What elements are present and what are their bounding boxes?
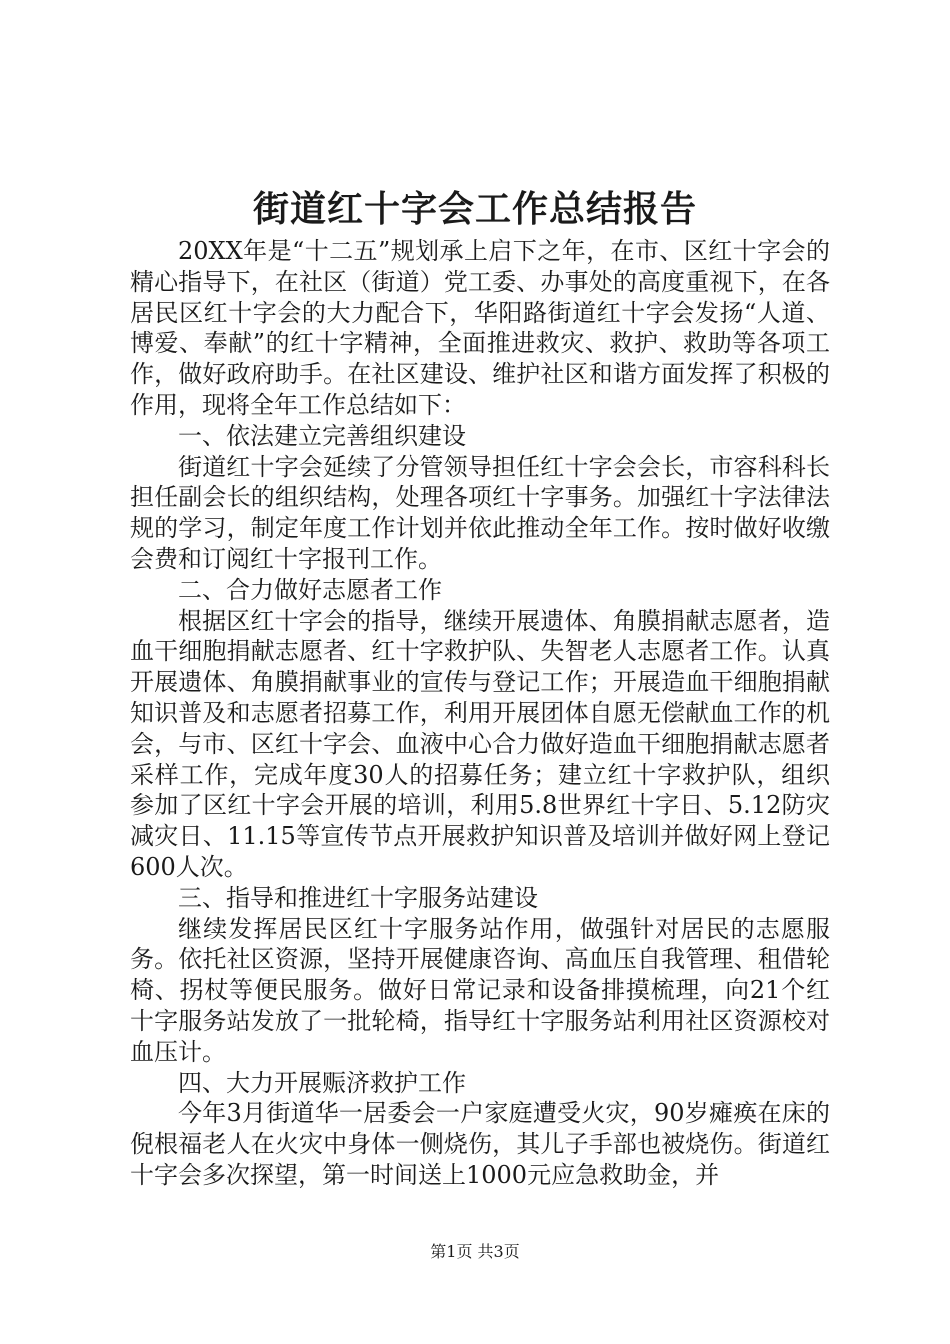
section-heading-1: 一、依法建立完善组织建设 <box>178 421 466 450</box>
paragraph-section-4: 今年3月街道华一居委会一户家庭遭受火灾，90岁瘫痪在床的倪根福老人在火灾中身体一侧烧伤，其儿子手部也被烧伤。街道红十字会多次探望，第一时间送上1000元应急救助金，并 <box>130 1099 830 1189</box>
paragraph-section-1: 街道红十字会延续了分管领导担任红十字会会长，市容科科长担任副会长的组织结构，处理各项红十字事务。加强红十字法律法规的学习，制定年度工作计划并依此推动全年工作。按时做好收缴会费和订阅红十字报刊工作。 <box>130 452 830 573</box>
paragraph-intro: 20XX年是“十二五”规划承上启下之年，在市、区红十字会的精心指导下，在社区（街道）党工委、办事处的高度重视下，在各居民区红十字会的大力配合下，华阳路街道红十字会发扬“人道、博爱、奉献”的红十字精神，全面推进救灾、救护、救助等各项工作，做好政府助手。在社区建设、维护社区和谐方面发挥了积极的作用，现将全年工作总结如下： <box>130 237 830 419</box>
document-title: 街道红十字会工作总结报告 <box>252 188 697 230</box>
paragraph-section-3: 继续发挥居民区红十字服务站作用，做强针对居民的志愿服务。依托社区资源，坚持开展健康咨询、高血压自我管理、租借轮椅、拐杖等便民服务。做好日常记录和设备排摸梳理，向21个红十字服务站发放了一批轮椅，指导红十字服务站利用社区资源校对血压计。 <box>130 914 830 1066</box>
paragraph-section-2: 根据区红十字会的指导，继续开展遗体、角膜捐献志愿者，造血干细胞捐献志愿者、红十字救护队、失智老人志愿者工作。认真开展遗体、角膜捐献事业的宣传与登记工作；开展造血干细胞捐献知识普及和志愿者招募工作，利用开展团体自愿无偿献血工作的机会，与市、区红十字会、血液中心合力做好造血干细胞捐献志愿者采样工作，完成年度30人的招募任务；建立红十字救护队，组织参加了区红十字会开展的培训，利用5.8世界红十字日、5.12防灾减灾日、11.15等宣传节点开展救护知识普及培训并做好网上登记600人次。 <box>130 606 830 881</box>
page-footer: 第1页 共3页 <box>430 1242 520 1261</box>
section-heading-4: 四、大力开展赈济救护工作 <box>178 1068 466 1097</box>
section-heading-3: 三、指导和推进红十字服务站建设 <box>178 883 538 912</box>
section-heading-2: 二、合力做好志愿者工作 <box>178 575 442 604</box>
document-body <box>130 236 830 1191</box>
